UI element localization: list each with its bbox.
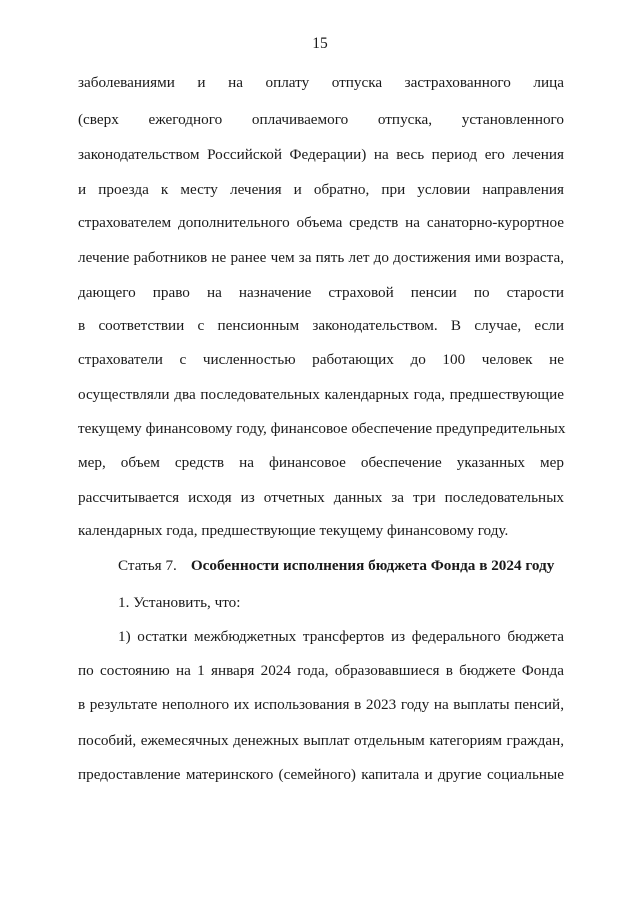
text-line: календарных года, предшествующие текущему финансовому году. (78, 522, 509, 539)
text-line: пособий, ежемесячных денежных выплат отдельным категориям граждан, (78, 732, 564, 749)
text-line: страхователи с численностью работающих до 100 человек не (78, 351, 564, 368)
clause-line: 1. Установить, что: (118, 594, 241, 611)
page-number: 15 (312, 35, 328, 52)
text-line: в соответствии с пенсионным законодательством. В случае, если (78, 317, 564, 334)
text-line: законодательством Российской Федерации) на весь период его лечения (78, 146, 564, 163)
article-heading (118, 556, 554, 576)
article-title: Особенности исполнения бюджета Фонда в 2024 году (190, 557, 555, 574)
text-line: предоставление материнского (семейного) капитала и другие социальные (78, 766, 564, 783)
text-line: в результате неполного их использования в 2023 году на выплаты пенсий, (78, 696, 564, 713)
text-line: рассчитывается исходя из отчетных данных за три последовательных (78, 489, 564, 506)
text-line: страхователем дополнительного объема средств на санаторно-курортное (78, 214, 564, 231)
text-line: осуществляли два последовательных календарных года, предшествующие (78, 386, 564, 403)
text-line: дающего право на назначение страховой пенсии по старости (78, 284, 564, 301)
text-line: по состоянию на 1 января 2024 года, образовавшиеся в бюджете Фонда (78, 662, 564, 679)
text-line: мер, объем средств на финансовое обеспечение указанных мер (78, 454, 564, 471)
text-line: заболеваниями и на оплату отпуска застрахованного лица (78, 74, 564, 91)
article-number: Статья 7. (118, 557, 177, 574)
text-line: лечение работников не ранее чем за пять лет до достижения ими возраста, (78, 249, 564, 266)
text-line: и проезда к месту лечения и обратно, при условии направления (78, 181, 564, 198)
text-line: (сверх ежегодного оплачиваемого отпуска, установленного (78, 111, 564, 128)
text-line: текущему финансовому году, финансовое обеспечение предупредительных (78, 420, 566, 437)
text-line: 1) остатки межбюджетных трансфертов из федерального бюджета (118, 628, 564, 645)
